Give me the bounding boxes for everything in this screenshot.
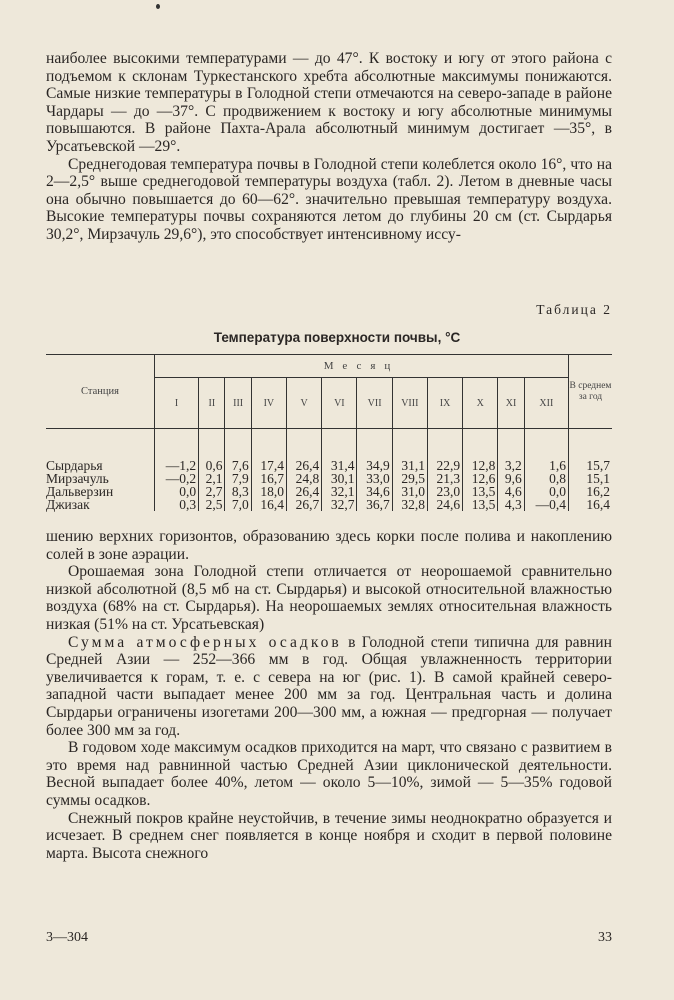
temperature-cell: 12,6	[463, 472, 498, 485]
page-number: 33	[598, 930, 612, 945]
station-name: Сырдарья	[46, 458, 103, 473]
text-block-top	[46, 50, 612, 244]
temperature-cell: 0,3	[155, 498, 199, 511]
month-header: IX	[427, 378, 462, 429]
annual-average-cell: 15,7	[569, 429, 613, 473]
temperature-cell: 22,9	[427, 429, 462, 473]
temperature-cell: 21,3	[427, 472, 462, 485]
month-header: X	[463, 378, 498, 429]
temperature-cell: 0,6	[199, 429, 225, 473]
month-group-header: Месяц	[155, 355, 569, 378]
temperature-cell: 33,0	[357, 472, 392, 485]
table-row	[46, 429, 612, 473]
temperature-cell: 1,6	[524, 429, 568, 473]
temperature-cell: 34,6	[357, 485, 392, 498]
temperature-cell: 0,8	[524, 472, 568, 485]
temperature-cell: —0,4	[524, 498, 568, 511]
temperature-cell: 26,4	[287, 429, 322, 473]
station-name: Дальверзин	[46, 484, 114, 499]
temperature-cell: 2,1	[199, 472, 225, 485]
temperature-cell: 32,1	[322, 485, 357, 498]
text-block-bottom	[46, 528, 612, 862]
paragraph: Снежный покров крайне неустойчив, в течение зимы неоднократно образуется и исчезает. В среднем снег появляется в конце ноября и сходит в первой половине марта. Высота снежного	[46, 809, 612, 862]
temperature-cell: 36,7	[357, 498, 392, 511]
month-header: VIII	[392, 378, 427, 429]
soil-temperature-table	[46, 354, 612, 511]
temperature-cell: 24,6	[427, 498, 462, 511]
temperature-cell: 9,6	[498, 472, 524, 485]
temperature-cell: 16,7	[251, 472, 286, 485]
annual-average-cell: 16,2	[569, 485, 613, 498]
temperature-cell: 34,9	[357, 429, 392, 473]
temperature-cell: —0,2	[155, 472, 199, 485]
temperature-cell: 31,0	[392, 485, 427, 498]
temperature-cell: 2,5	[199, 498, 225, 511]
paragraph-precipitation	[46, 634, 612, 740]
month-header: II	[199, 378, 225, 429]
annual-average-cell: 15,1	[569, 472, 613, 485]
table-row	[46, 485, 612, 498]
temperature-cell: 0,0	[155, 485, 199, 498]
paragraph: шению верхних горизонтов, образованию здесь корки после полива и накоплению солей в зоне аэрации.	[46, 528, 612, 563]
temperature-cell: 4,3	[498, 498, 524, 511]
temperature-cell: 26,4	[287, 485, 322, 498]
temperature-cell: —1,2	[155, 429, 199, 473]
paragraph: наиболее высокими температурами — до 47°. К востоку и югу от этого района с подъемом к склонам Туркестанского хребта абсолютные максимумы понижаются. Самые низкие температуры в Голодной степи отмечаются на северо-западе в районе Чардары — до —37°. С продвижением к востоку и югу абсолютные минимумы повышаются. В районе Пахта-Арала абсолютный минимум достигает —35°, в Урсатьевской —29°.	[46, 50, 612, 155]
temperature-cell: 13,5	[463, 485, 498, 498]
temperature-cell: 18,0	[251, 485, 286, 498]
month-header: VII	[357, 378, 392, 429]
annual-average-header: В среднем за год	[569, 355, 613, 429]
temperature-cell: 7,6	[225, 429, 251, 473]
month-header: III	[225, 378, 251, 429]
temperature-cell: 23,0	[427, 485, 462, 498]
temperature-cell: 7,0	[225, 498, 251, 511]
month-header: XII	[524, 378, 568, 429]
table-row	[46, 498, 612, 511]
month-header: IV	[251, 378, 286, 429]
station-name: Мирзачуль	[46, 471, 109, 486]
paragraph: Орошаемая зона Голодной степи отличается от неорошаемой сравнительно низкой абсолютной (8,5 мб на ст. Сырдарья) и высокой относительной влажностью воздуха (68% на ст. Сырдарья). На неорошаемых землях относительная влажность низкая (51% на ст. Урсатьевская)	[46, 563, 612, 633]
table-row	[46, 472, 612, 485]
month-header: XI	[498, 378, 524, 429]
paragraph: Среднегодовая температура почвы в Голодной степи колеблется около 16°, что на 2—2,5° выше среднегодовой температуры воздуха (табл. 2). Летом в дневные часы она обычно повышается до 60—62°. значительно превышая температуру воздуха. Высокие температуры почвы сохраняются летом до глубины 20 см (ст. Сырдарья 30,2°, Мирзачуль 29,6°), это способствует интенсивному иссу-	[46, 155, 612, 243]
table-title: Температура поверхности почвы, °С	[213, 330, 461, 345]
month-header: VI	[322, 378, 357, 429]
temperature-cell: 31,1	[392, 429, 427, 473]
paragraph-rest: в Голодной степи типична для равнин Средней Азии — 252—366 мм в год. Общая увлажненность территории увеличивается к горам, т. е. с севера на юг (рис. 1). В самой крайней северо-западной части выпадает менее 200 мм за год. Центральная часть и долина Сырдарьи ограничены изогетами 200—300 мм, а южная — предгорная — получает более 300 мм за год.	[46, 633, 612, 739]
temperature-cell: 24,8	[287, 472, 322, 485]
month-header: I	[155, 378, 199, 429]
temperature-cell: 29,5	[392, 472, 427, 485]
annual-average-cell: 16,4	[569, 498, 613, 511]
temperature-cell: 31,4	[322, 429, 357, 473]
temperature-cell: 32,7	[322, 498, 357, 511]
temperature-cell: 8,3	[225, 485, 251, 498]
temperature-cell: 17,4	[251, 429, 286, 473]
table-caption: Таблица 2	[536, 302, 612, 317]
temperature-cell: 4,6	[498, 485, 524, 498]
month-header: V	[287, 378, 322, 429]
temperature-cell: 7,9	[225, 472, 251, 485]
paragraph: В годовом ходе максимум осадков приходится на март, что связано с развитием в это время над равнинной частью Средней Азии циклонической деятельности. Весной выпадает более 40%, летом — около 5—10%, зимой — 5—35% годовой суммы осадков.	[46, 739, 612, 809]
temperature-cell: 32,8	[392, 498, 427, 511]
temperature-cell: 16,4	[251, 498, 286, 511]
temperature-cell: 2,7	[199, 485, 225, 498]
temperature-cell: 3,2	[498, 429, 524, 473]
print-speck	[156, 4, 160, 9]
station-name: Джизак	[46, 497, 90, 512]
printer-signature: 3—304	[46, 930, 88, 945]
temperature-cell: 0,0	[524, 485, 568, 498]
temperature-cell: 13,5	[463, 498, 498, 511]
temperature-cell: 26,7	[287, 498, 322, 511]
spaced-lead: Сумма атмосферных осадков	[68, 633, 342, 651]
temperature-cell: 30,1	[322, 472, 357, 485]
station-header: Станция	[46, 355, 155, 429]
temperature-cell: 12,8	[463, 429, 498, 473]
